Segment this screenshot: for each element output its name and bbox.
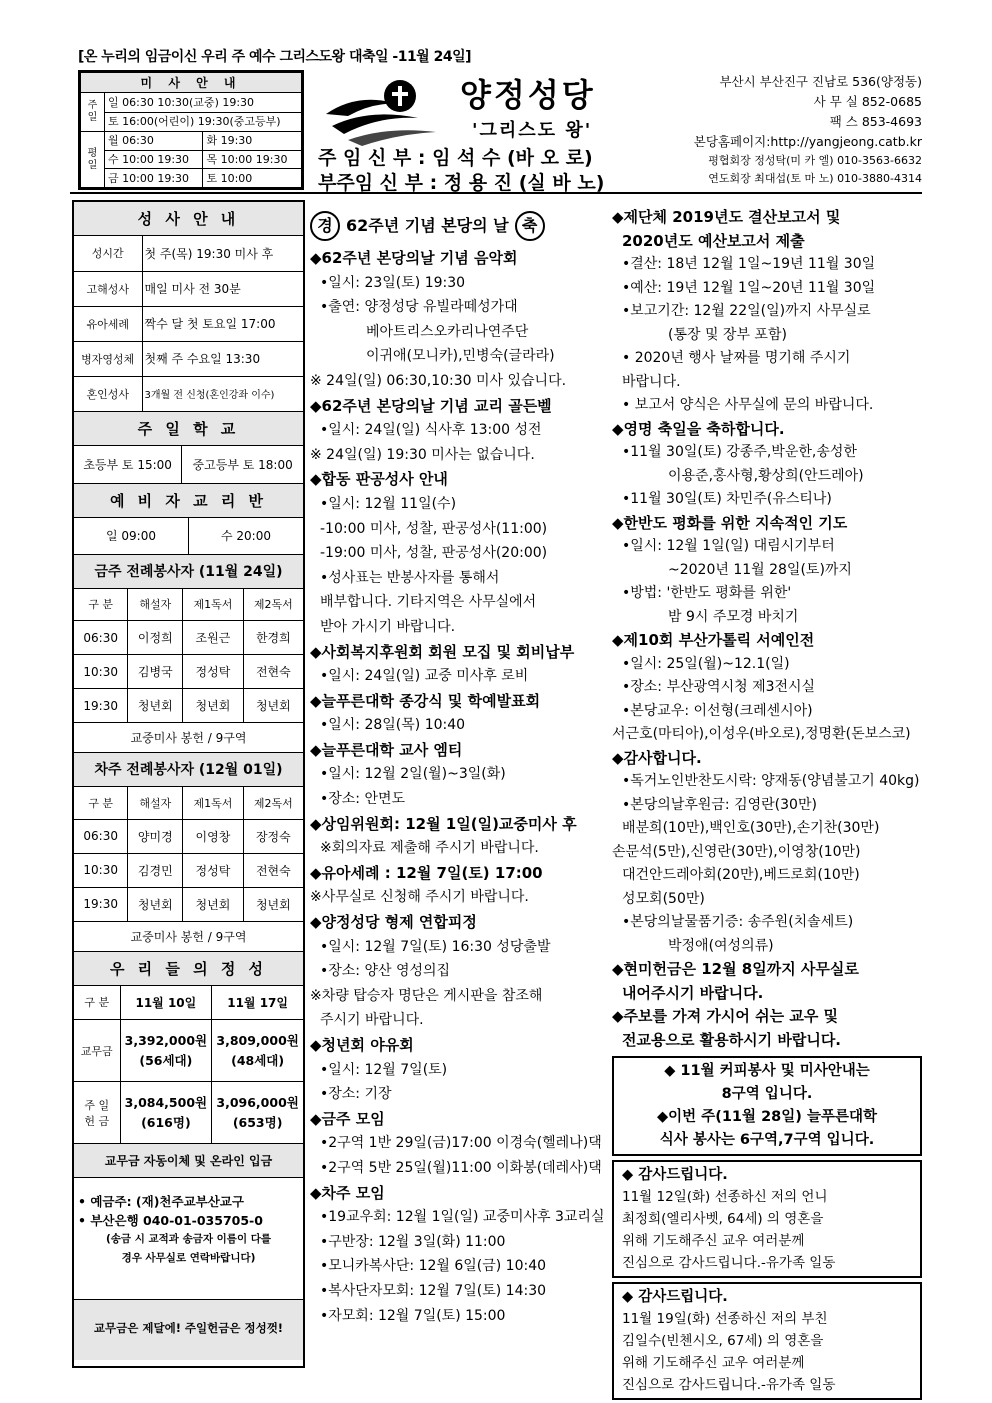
weekday-cell: 월 06:30	[105, 132, 203, 151]
offering-label: 주 일 헌 금	[74, 1082, 120, 1144]
notice-heading: ◆양정성당 형제 연합피정	[310, 913, 477, 932]
sacraments-table	[74, 236, 303, 412]
table-cell: 청년회	[243, 689, 303, 723]
notice-line: ※차량 탑승자 명단은 게시판을 참조해	[310, 987, 543, 1004]
table-cell: 김병국	[128, 655, 183, 689]
transfer-info	[74, 1178, 303, 1300]
notice-line: •일시: 12월 2일(월)~3일(화)	[320, 766, 506, 783]
notice-line: 배분희(10만),백인호(30만),손기찬(30만)	[622, 820, 880, 836]
table-cell: 정성탁	[183, 853, 243, 887]
table-cell: 06:30	[74, 621, 128, 655]
notice-heading: ◆유아세례 : 12월 7일(토) 17:00	[310, 863, 543, 882]
notice-line: (통장 및 장부 포함)	[668, 326, 787, 343]
table-cell: 10:30	[74, 853, 128, 887]
header-cell: 11월 10일	[120, 986, 212, 1020]
table-cell: 양미경	[128, 819, 183, 853]
notice-line: ※ 24일(일) 19:30 미사는 없습니다.	[310, 446, 535, 463]
notice-line: ※회의자료 제출해 주시기 바랍니다.	[320, 840, 539, 857]
notice-heading: ◆청년회 야유회	[310, 1036, 414, 1054]
notice-line: •보고기간: 12월 22일(일)까지 사무실로	[622, 303, 871, 319]
header-cell: 11월 17일	[212, 986, 303, 1020]
offerings-title: 우 리 들 의 정 성	[74, 952, 303, 986]
notice-line: 서근호(마티아),이성우(바오로),정명환(돈보스코)	[612, 726, 911, 742]
notice-heading: ◆영명 축일을 축하합니다.	[612, 419, 785, 438]
notice-line: •2구역 5반 25일(월)11:00 이화봉(데레사)댁	[320, 1159, 602, 1176]
parish-subtitle: '그리스도 왕'	[472, 120, 593, 141]
divider	[70, 192, 922, 194]
sunday-label: 주일	[81, 93, 105, 132]
offering-label: 교무금	[74, 1020, 120, 1082]
main-notices	[310, 246, 612, 1328]
header-cell: 구 분	[74, 589, 128, 621]
mass-title: 미 사 안 내	[81, 73, 302, 93]
notice-line: 베아트리스오카리나연주단	[366, 323, 529, 340]
offering-note: 교중미사 봉헌 / 9구역	[74, 723, 303, 753]
notice-line: 주시기 바랍니다.	[320, 1012, 424, 1029]
sunday-line: 일 06:30 10:30(교중) 19:30	[105, 93, 302, 112]
catechumen-cell: 수 20:00	[189, 518, 304, 554]
thanks-line: 위해 기도해주신 교우 여러분께	[622, 1233, 805, 1249]
notice-heading: ◆감사합니다.	[612, 748, 702, 767]
table-cell: 이정희	[128, 621, 183, 655]
thanks-box	[612, 1282, 922, 1400]
table-cell: 청년회	[128, 689, 183, 723]
notice-heading: ◆한반도 평화를 위한 지속적인 기도	[612, 513, 848, 532]
table-cell: 10:30	[74, 655, 128, 689]
notice-line: •일시: 12월 11일(수)	[320, 495, 457, 512]
notice-line: •예산: 19년 12월 1일~20년 11월 30일	[622, 279, 876, 296]
notice-line: •일시: 28일(목) 10:40	[320, 717, 466, 734]
notice-line: •11월 30일(토) 강종주,박운한,송성한	[622, 444, 857, 460]
notice-line: •성사표는 반봉사자를 통해서	[320, 569, 500, 586]
notice-line: 이용준,홍사형,황상희(안드레아)	[668, 467, 864, 484]
notice-line: •일시: 12월 7일(토) 16:30 성당출발	[320, 938, 551, 955]
notice-line: 성모회(50만)	[622, 890, 705, 907]
box-line: 식사 봉사는 6구역,7구역 입니다.	[659, 1132, 875, 1148]
council-contact: 평협회장 정성탁(미 카 엘) 010-3563-6632	[708, 154, 922, 167]
transfer-note: 경우 사무실로 연락바랍니다)	[121, 1252, 256, 1264]
catechumen-title: 예 비 자 교 리 반	[74, 484, 303, 518]
thanks-title: ◆ 감사드립니다.	[622, 1289, 728, 1305]
notice-heading: ◆62주년 본당의날 기념 음악회	[310, 249, 518, 267]
right-column	[612, 206, 922, 1400]
notice-line: •11월 30일(토) 차민주(유스티나)	[622, 491, 832, 507]
notice-line: • 2020년 행사 날짜를 명기해 주시기	[622, 350, 851, 366]
notice-line: •모니카복사단: 12월 6일(금) 10:40	[320, 1258, 547, 1275]
notice-line: •2구역 1반 29일(금)17:00 이경숙(헬레나)댁	[320, 1135, 602, 1152]
notice-line: •자모회: 12월 7일(토) 15:00	[320, 1307, 506, 1324]
transfer-title: 교무금 자동이체 및 온라인 입금	[74, 1144, 303, 1178]
notice-line: 배부합니다. 기타지역은 사무실에서	[320, 594, 537, 611]
weekday-cell: 수 10:00 19:30	[105, 150, 203, 169]
weekday-cell: 화 19:30	[203, 132, 302, 151]
account-holder: • 예금주: (재)천주교부산교구	[78, 1194, 244, 1209]
sacrament-value: 첫 주(목) 19:30 미사 후	[142, 236, 303, 271]
sunday-school-cell: 중고등부 토 18:00	[182, 446, 303, 484]
notice-line: •일시: 12월 7일(토)	[320, 1061, 448, 1078]
fax: 팩 스 853-4693	[829, 114, 922, 129]
servers-next-table	[74, 787, 303, 952]
thanks-box	[612, 1160, 922, 1278]
box-line: 8구역 입니다.	[721, 1086, 813, 1102]
notice-heading: ◆늘푸른대학 교사 엠티	[310, 740, 463, 759]
notice-line: •일시: 24일(일) 교중 미사후 로비	[320, 668, 529, 685]
notice-heading: ◆합동 판공성사 안내	[310, 470, 448, 489]
transfer-note: (송금 시 교적과 송금자 이름이 다를	[105, 1233, 272, 1245]
notice-line: •본당교우: 이선형(크레센시아)	[622, 702, 813, 719]
weekday-label: 평일	[81, 132, 105, 188]
catechumen-table	[74, 518, 303, 555]
notice-line: 이귀애(모니카),민병숙(글라라)	[366, 348, 555, 365]
offering-note: 교중미사 봉헌 / 9구역	[74, 921, 303, 951]
notice-line: ~2020년 11월 28일(토)까지	[668, 561, 852, 578]
servers-this-table	[74, 589, 303, 754]
notice-heading: ◆제단체 2019년도 결산보고서 및	[612, 208, 841, 226]
sacrament-value: 짝수 달 첫 토요일 17:00	[142, 306, 303, 341]
notice-line: •결산: 18년 12월 1일~19년 11월 30일	[622, 256, 876, 272]
notice-line: •복사단자모회: 12월 7일(토) 14:30	[320, 1282, 547, 1299]
box-line: ◆ 11월 커피봉사 및 미사안내는	[664, 1063, 870, 1079]
notice-line: •일시: 25일(월)~12.1(일)	[622, 655, 790, 672]
notice-line: •일시: 24일(일) 식사후 13:00 성전	[320, 422, 542, 439]
table-cell: 전현숙	[243, 853, 303, 887]
notice-heading: ◆사회복지후원회 회원 모집 및 회비납부	[310, 642, 575, 661]
notice-line: •독거노인반찬도시락: 양재동(양념불고기 40kg)	[622, 773, 920, 789]
sacrament-value: 첫째 주 수요일 13:30	[142, 341, 303, 376]
offering-value: 3,084,500원 (616명)	[120, 1082, 212, 1144]
notice-heading: ◆주보를 가져 가시어 쉬는 교우 및	[612, 1007, 839, 1025]
notice-line: •장소: 기장	[320, 1086, 392, 1103]
sacrament-value: 3개월 전 신청(혼인강좌 이수)	[142, 376, 303, 411]
header-cell: 제2독서	[243, 787, 303, 819]
anniversary-title-text: 62주년 기념 본당의 날	[346, 215, 509, 235]
table-cell: 19:30	[74, 689, 128, 723]
office-phone: 사 무 실 852-0685	[813, 94, 922, 109]
table-cell: 장정숙	[243, 819, 303, 853]
header-cell: 해설자	[128, 787, 183, 819]
notice-line: •본당의날물품기증: 송주원(치솔세트)	[622, 914, 854, 930]
notice-line: 박정애(여성의류)	[668, 937, 774, 954]
notice-line: •출연: 양정성당 유빌라떼성가대	[320, 299, 518, 316]
sunday-line: 토 16:00(어린이) 19:30(중고등부)	[105, 112, 302, 131]
anniversary-title	[310, 206, 612, 246]
account-number: • 부산은행 040-01-035705-0	[78, 1213, 263, 1228]
table-cell: 전현숙	[243, 655, 303, 689]
table-cell: 김경민	[128, 853, 183, 887]
banner: [온 누리의 임금이신 우리 주 예수 그리스도왕 대축일 -11월 24일]	[78, 49, 471, 65]
notice-line: •일시: 12월 1일(일) 대림시기부터	[622, 538, 835, 554]
offering-value: 3,809,000원 (48세대)	[212, 1020, 303, 1082]
offering-value: 3,096,000원 (653명)	[212, 1082, 303, 1144]
notice-heading: ◆현미헌금은 12월 8일까지 사무실로	[612, 960, 859, 978]
table-cell: 조원근	[183, 621, 243, 655]
header-cell: 구 분	[74, 986, 120, 1020]
notice-line: •방법: '한반도 평화를 위한'	[622, 585, 792, 601]
thanks-line: 진심으로 감사드립니다.-유가족 일동	[622, 1255, 836, 1271]
table-cell: 19:30	[74, 887, 128, 921]
sacrament-label: 병자영성체	[74, 341, 142, 376]
celebrate-icon: 축	[515, 211, 545, 241]
notice-line: •구반장: 12월 3일(화) 11:00	[320, 1233, 506, 1250]
notice-line: 손문석(5만),신영란(30만),이영창(10만)	[612, 843, 861, 860]
contact-info	[632, 72, 922, 188]
left-column	[72, 200, 305, 1368]
notice-line: ※ 24일(일) 06:30,10:30 미사 있습니다.	[310, 372, 567, 389]
notice-heading: ◆62주년 본당의날 기념 교리 골든벨	[310, 396, 552, 415]
notice-heading: ◆상임위원회: 12월 1일(일)교중미사 후	[310, 814, 577, 833]
notice-line: •19교우회: 12월 1일(일) 교중미사후 3교리실	[320, 1209, 605, 1226]
notice-line: -10:00 미사, 성찰, 판공성사(11:00)	[320, 520, 548, 537]
congrats-icon: 경	[310, 211, 340, 241]
weekday-cell: 토 10:00	[203, 169, 302, 188]
sacrament-label: 성시간	[74, 236, 142, 271]
notice-line: 대건안드레아회(20만),베드로회(10만)	[622, 867, 860, 883]
youth-contact: 연도회장 최대섭(토 마 노) 010-3880-4314	[708, 172, 922, 185]
thanks-line: 김일수(빈첸시오, 67세) 의 영혼을	[622, 1333, 824, 1349]
notice-heading: ◆늘푸른대학 종강식 및 학예발표회	[310, 691, 541, 710]
catechumen-cell: 일 09:00	[74, 518, 189, 554]
thanks-line: 진심으로 감사드립니다.-유가족 일동	[622, 1377, 836, 1393]
thanks-line: 11월 19일(화) 선종하신 저의 부친	[622, 1311, 828, 1327]
coffee-service-box	[612, 1056, 922, 1156]
sacraments-title: 성 사 안 내	[74, 202, 303, 236]
sacrament-label: 혼인성사	[74, 376, 142, 411]
notice-heading: 전교용으로 활용하시기 바랍니다.	[622, 1030, 842, 1049]
sunday-school-cell: 초등부 토 15:00	[74, 446, 182, 484]
notice-line: • 보고서 양식은 사무실에 문의 바랍니다.	[622, 397, 874, 413]
notice-line: •본당의날후원금: 김영란(30만)	[622, 796, 817, 813]
thanks-line: 11월 12일(화) 선종하신 저의 언니	[622, 1189, 828, 1205]
table-cell: 청년회	[243, 887, 303, 921]
box-line: ◆이번 주(11월 28일) 늘푸른대학	[657, 1109, 877, 1125]
assistant-pastor: 부주임 신 부 : 정 용 진 (실 바 노)	[318, 172, 605, 194]
notice-line: •일시: 23일(토) 19:30	[320, 274, 466, 291]
header-cell: 제1독서	[183, 787, 243, 819]
main-column	[310, 206, 612, 1328]
header-cell: 제2독서	[243, 589, 303, 621]
table-cell: 청년회	[128, 887, 183, 921]
table-cell: 이영창	[183, 819, 243, 853]
notice-line: •장소: 부산광역시청 제3전시실	[622, 679, 816, 695]
thanks-line: 최정희(엘리사벳, 64세) 의 영혼을	[622, 1211, 824, 1227]
notice-heading: 2020년도 예산보고서 제출	[622, 231, 805, 250]
right-notices	[612, 206, 922, 1052]
table-cell: 청년회	[183, 887, 243, 921]
sacrament-label: 고해성사	[74, 271, 142, 306]
sacrament-value: 매일 미사 전 30분	[142, 271, 303, 306]
offering-value: 3,392,000원 (56세대)	[120, 1020, 212, 1082]
notice-line: 바랍니다.	[622, 373, 681, 390]
parish-logo-icon	[318, 74, 448, 150]
notice-line: ※사무실로 신청해 주시기 바랍니다.	[310, 889, 529, 906]
table-cell: 청년회	[183, 689, 243, 723]
header-cell: 제1독서	[183, 589, 243, 621]
header-cell: 해설자	[128, 589, 183, 621]
table-cell: 06:30	[74, 819, 128, 853]
sacrament-label: 유아세례	[74, 306, 142, 341]
address: 부산시 부산진구 진남로 536(양정동)	[719, 74, 922, 89]
notice-line: 받아 가시기 바랍니다.	[320, 618, 456, 635]
notice-line: 밤 9시 주모경 바치기	[668, 608, 799, 625]
header-cell: 구 분	[74, 787, 128, 819]
table-cell: 한경희	[243, 621, 303, 655]
priests	[318, 146, 604, 196]
notice-heading: ◆제10회 부산가톨릭 서예인전	[612, 631, 815, 649]
sunday-school-table	[74, 446, 303, 485]
weekday-cell: 목 10:00 19:30	[203, 150, 302, 169]
servers-this-title: 금주 전례봉사자 (11월 24일)	[74, 555, 303, 589]
pastor: 주 임 신 부 : 임 석 수 (바 오 로)	[318, 147, 593, 169]
offering-slogan: 교무금은 제달에! 주일헌금은 정성껏!	[74, 1300, 303, 1360]
weekday-cell: 금 10:00 19:30	[105, 169, 203, 188]
mass-schedule	[78, 70, 304, 190]
offerings-table	[74, 986, 303, 1145]
notice-heading: 내어주시기 바랍니다.	[622, 983, 764, 1002]
notice-heading: ◆금주 모임	[310, 1109, 385, 1128]
homepage-link[interactable]: 본당홈페이지:http://yangjeong.catb.kr	[693, 134, 922, 149]
thanks-title: ◆ 감사드립니다.	[622, 1167, 728, 1183]
parish-name: 양정성당	[460, 76, 596, 114]
notice-line: -19:00 미사, 성찰, 판공성사(20:00)	[320, 545, 548, 562]
notice-line: •장소: 양산 영성의집	[320, 963, 451, 980]
notice-line: •장소: 안면도	[320, 791, 406, 808]
servers-next-title: 차주 전례봉사자 (12월 01일)	[74, 753, 303, 787]
notice-heading: ◆차주 모임	[310, 1183, 385, 1202]
sunday-school-title: 주 일 학 교	[74, 412, 303, 446]
thanks-line: 위해 기도해주신 교우 여러분께	[622, 1355, 805, 1371]
table-cell: 정성탁	[183, 655, 243, 689]
